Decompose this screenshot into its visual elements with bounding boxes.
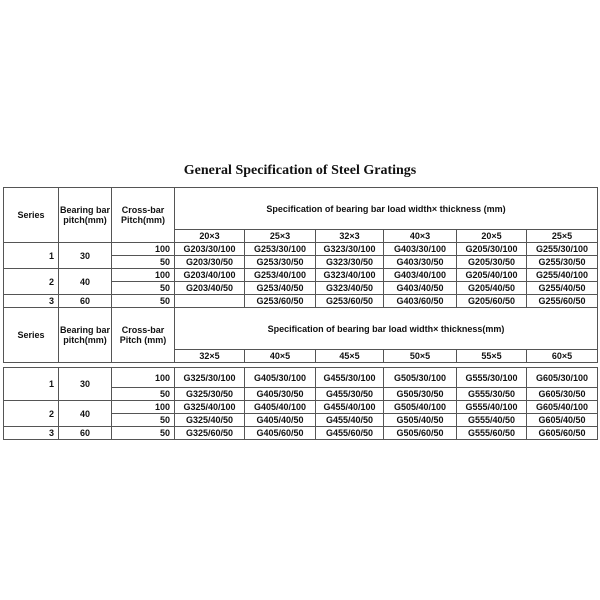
series-cell: 3 xyxy=(4,427,59,440)
crossbar-cell: 50 xyxy=(112,256,175,269)
crossbar-cell: 50 xyxy=(112,388,175,401)
grating-code: G253/30/50 xyxy=(245,256,316,269)
size-header: 45×5 xyxy=(316,350,384,363)
size-header: 55×5 xyxy=(457,350,527,363)
size-header: 20×3 xyxy=(175,230,245,243)
grating-code: G405/40/50 xyxy=(245,414,316,427)
grating-code: G253/40/50 xyxy=(245,282,316,295)
grating-code: G325/30/50 xyxy=(175,388,245,401)
grating-code xyxy=(175,295,245,308)
grating-code: G403/40/50 xyxy=(384,282,457,295)
grating-code: G605/30/100 xyxy=(527,368,598,388)
crossbar-header: Cross-bar Pitch(mm) xyxy=(112,188,175,243)
size-header: 25×5 xyxy=(527,230,598,243)
series-cell: 2 xyxy=(4,269,59,295)
bearing-header: Bearing bar pitch(mm) xyxy=(59,188,112,243)
grating-code: G505/30/100 xyxy=(384,368,457,388)
grating-code: G405/60/50 xyxy=(245,427,316,440)
bearing-cell: 30 xyxy=(59,243,112,269)
crossbar-cell: 100 xyxy=(112,401,175,414)
grating-code: G323/40/50 xyxy=(316,282,384,295)
grating-code: G505/30/50 xyxy=(384,388,457,401)
grating-code: G205/40/50 xyxy=(457,282,527,295)
grating-code: G325/60/50 xyxy=(175,427,245,440)
series-cell: 3 xyxy=(4,295,59,308)
grating-code: G555/40/100 xyxy=(457,401,527,414)
grating-code: G323/30/100 xyxy=(316,243,384,256)
crossbar-cell: 100 xyxy=(112,269,175,282)
series-header: Series xyxy=(4,308,59,363)
size-header: 60×5 xyxy=(527,350,598,363)
size-header: 32×5 xyxy=(175,350,245,363)
bearing-cell: 60 xyxy=(59,427,112,440)
bearing-cell: 60 xyxy=(59,295,112,308)
series-cell: 2 xyxy=(4,401,59,427)
bearing-header: Bearing bar pitch(mm) xyxy=(59,308,112,363)
bearing-cell: 40 xyxy=(59,269,112,295)
grating-code: G405/40/100 xyxy=(245,401,316,414)
crossbar-header: Cross-bar Pitch (mm) xyxy=(112,308,175,363)
grating-code: G253/40/100 xyxy=(245,269,316,282)
part1 xyxy=(4,188,598,308)
size-header: 50×5 xyxy=(384,350,457,363)
grating-code: G255/30/50 xyxy=(527,256,598,269)
grating-code: G203/40/50 xyxy=(175,282,245,295)
grating-code: G255/60/50 xyxy=(527,295,598,308)
grating-code: G255/40/100 xyxy=(527,269,598,282)
grating-code: G605/40/100 xyxy=(527,401,598,414)
bearing-cell: 30 xyxy=(59,368,112,401)
grating-code: G455/40/50 xyxy=(316,414,384,427)
grating-code: G555/30/100 xyxy=(457,368,527,388)
crossbar-cell: 50 xyxy=(112,282,175,295)
grating-code: G605/30/50 xyxy=(527,388,598,401)
grating-code: G455/60/50 xyxy=(316,427,384,440)
grating-code: G455/40/100 xyxy=(316,401,384,414)
size-header: 25×3 xyxy=(245,230,316,243)
grating-code: G205/30/50 xyxy=(457,256,527,269)
grating-code: G455/30/50 xyxy=(316,388,384,401)
spec-header: Specification of bearing bar load width× thickness(mm) xyxy=(175,308,598,350)
grating-code: G555/40/50 xyxy=(457,414,527,427)
grating-code: G255/30/100 xyxy=(527,243,598,256)
series-header: Series xyxy=(4,188,59,243)
crossbar-cell: 100 xyxy=(112,368,175,388)
size-header: 32×3 xyxy=(316,230,384,243)
grating-code: G325/30/100 xyxy=(175,368,245,388)
grating-code: G403/40/100 xyxy=(384,269,457,282)
grating-code: G405/30/50 xyxy=(245,388,316,401)
grating-code: G205/60/50 xyxy=(457,295,527,308)
grating-code: G205/30/100 xyxy=(457,243,527,256)
grating-code: G253/60/50 xyxy=(245,295,316,308)
crossbar-cell: 50 xyxy=(112,427,175,440)
crossbar-cell: 100 xyxy=(112,243,175,256)
grating-code: G203/40/100 xyxy=(175,269,245,282)
grating-code: G253/60/50 xyxy=(316,295,384,308)
grating-code: G203/30/100 xyxy=(175,243,245,256)
series-cell: 1 xyxy=(4,243,59,269)
part2 xyxy=(4,308,598,440)
crossbar-cell: 50 xyxy=(112,295,175,308)
size-header: 40×5 xyxy=(245,350,316,363)
bearing-cell: 40 xyxy=(59,401,112,427)
grating-code: G403/30/50 xyxy=(384,256,457,269)
grating-code: G605/40/50 xyxy=(527,414,598,427)
grating-code: G405/30/100 xyxy=(245,368,316,388)
grating-code: G325/40/50 xyxy=(175,414,245,427)
grating-code: G505/40/100 xyxy=(384,401,457,414)
grating-code: G323/40/100 xyxy=(316,269,384,282)
grating-code: G555/60/50 xyxy=(457,427,527,440)
grating-code: G555/30/50 xyxy=(457,388,527,401)
page-title: General Specification of Steel Gratings xyxy=(183,163,417,178)
grating-code: G605/60/50 xyxy=(527,427,598,440)
grating-code: G505/60/50 xyxy=(384,427,457,440)
spec-table xyxy=(3,187,598,440)
grating-code: G403/30/100 xyxy=(384,243,457,256)
crossbar-cell: 50 xyxy=(112,414,175,427)
grating-code: G255/40/50 xyxy=(527,282,598,295)
grating-code: G505/40/50 xyxy=(384,414,457,427)
series-cell: 1 xyxy=(4,368,59,401)
size-header: 20×5 xyxy=(457,230,527,243)
grating-code: G325/40/100 xyxy=(175,401,245,414)
grating-code: G403/60/50 xyxy=(384,295,457,308)
spec-header: Specification of bearing bar load width× thickness (mm) xyxy=(175,188,598,230)
grating-code: G253/30/100 xyxy=(245,243,316,256)
grating-code: G323/30/50 xyxy=(316,256,384,269)
grating-code: G205/40/100 xyxy=(457,269,527,282)
grating-code: G203/30/50 xyxy=(175,256,245,269)
grating-code: G455/30/100 xyxy=(316,368,384,388)
size-header: 40×3 xyxy=(384,230,457,243)
